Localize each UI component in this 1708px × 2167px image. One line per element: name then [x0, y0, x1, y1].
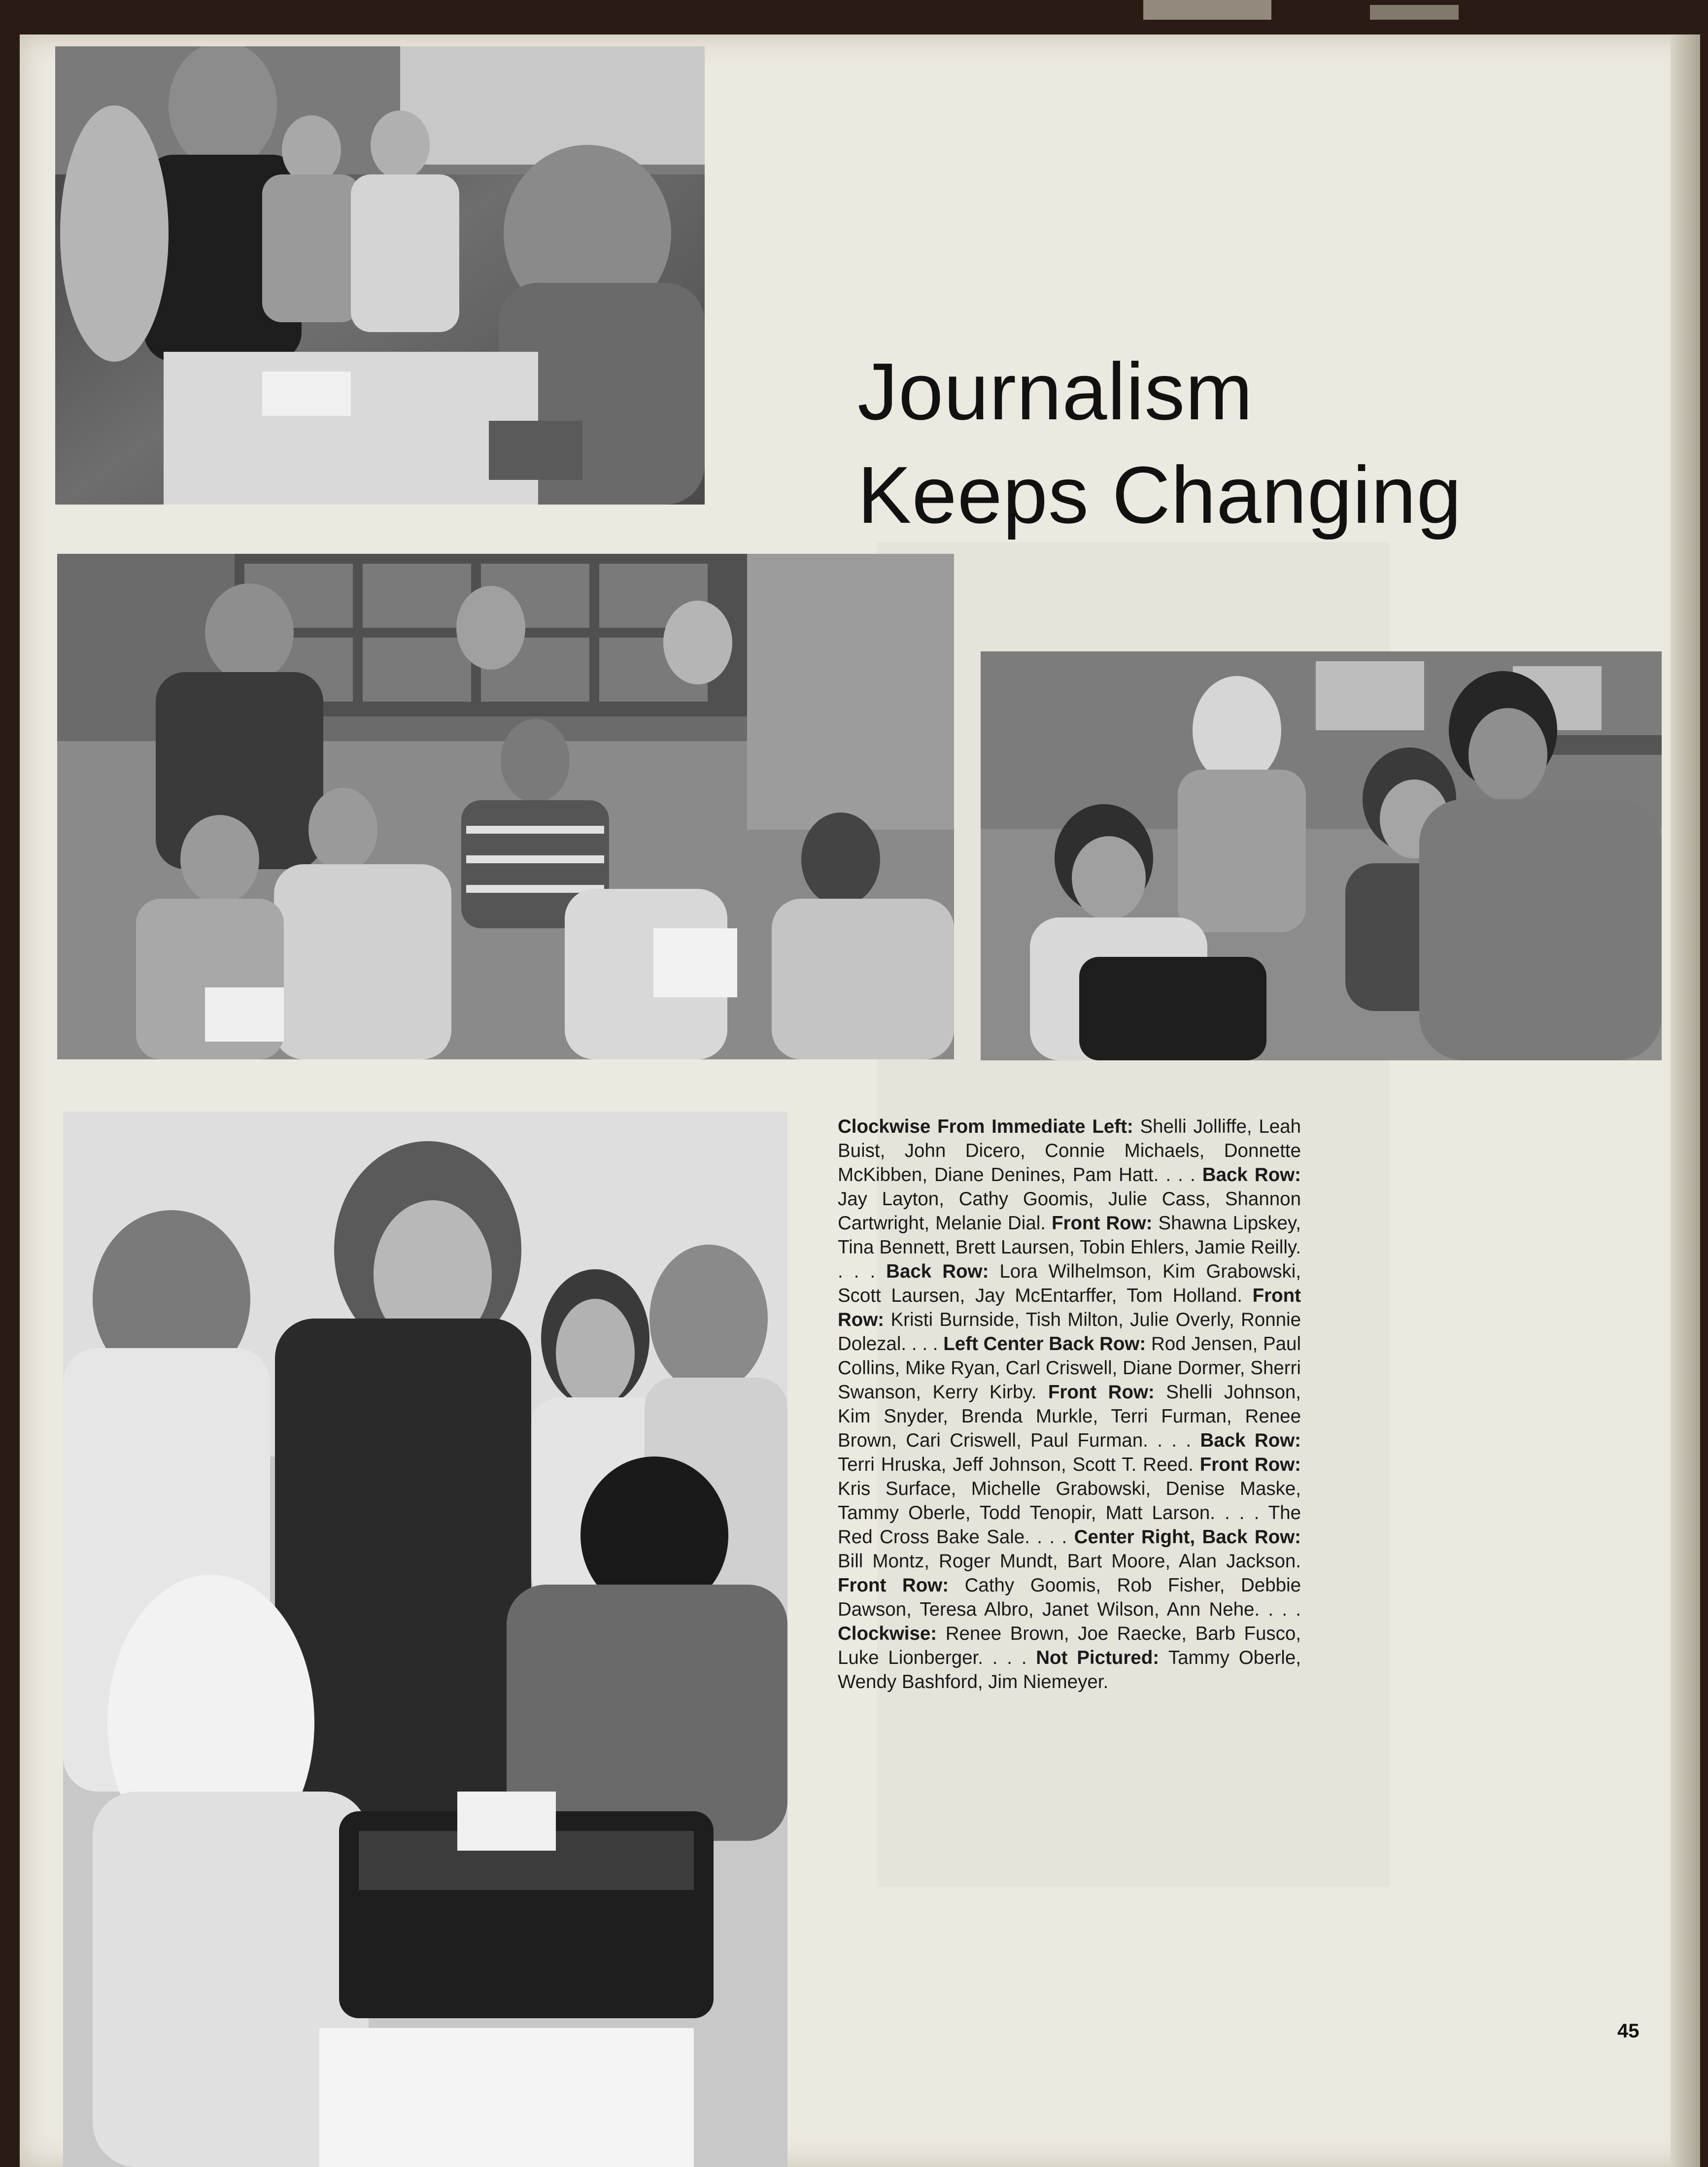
caption-heading: Front Row: [1052, 1213, 1159, 1234]
caption-heading: Back Row: [1200, 1430, 1301, 1451]
caption-heading: Center Right, Back Row: [1074, 1526, 1301, 1548]
caption-names: Shelli Jolliffe, Leah Buist, John Dicero, Connie Michaels, Donnette McKibben, Diane Denines, Pam Hatt. . . . [838, 1116, 1301, 1185]
caption-heading: Front Row: [1199, 1454, 1301, 1475]
caption-names: Shelli Johnson, Kim Snyder, Brenda Murkle, Terri Furman, Renee Brown, Cari Criswell, Paul Furman. . . . [838, 1382, 1301, 1451]
page-edge [1671, 34, 1700, 2167]
caption-heading: Clockwise From Immediate Left: [838, 1116, 1140, 1137]
photo-typewriter [63, 1112, 787, 2167]
page-headline [857, 340, 1597, 547]
caption-names: Bill Montz, Roger Mundt, Bart Moore, Alan Jackson. [838, 1551, 1301, 1572]
page-number: 45 [1617, 2020, 1640, 2042]
photo-caption [838, 1115, 1301, 1694]
caption-names: Tammy Oberle, Wendy Bashford, Jim Niemeyer. [838, 1647, 1301, 1693]
caption-heading: Front Row: [838, 1575, 965, 1596]
caption-heading: Left Center Back Row: [943, 1333, 1151, 1354]
photo-bake-sale [55, 46, 705, 505]
caption-names: Kris Surface, Michelle Grabowski, Denise Maske, Tammy Oberle, Todd Tenopir, Matt Larson. . . . The Red Cross Bake Sale. . . . [838, 1478, 1301, 1548]
caption-heading: Back Row: [1202, 1164, 1301, 1185]
headline-line-2: Keeps Changing [857, 450, 1462, 540]
photo-group-floor [57, 554, 954, 1059]
caption-names: Terri Hruska, Jeff Johnson, Scott T. Reed. [838, 1454, 1200, 1475]
caption-heading: Not Pictured: [1036, 1647, 1168, 1668]
caption-heading: Front Row: [1048, 1382, 1166, 1403]
photo-four-students [981, 651, 1662, 1060]
caption-heading: Front Row: [838, 1285, 1301, 1330]
caption-names: Cathy Goomis, Rob Fisher, Debbie Dawson, Teresa Albro, Janet Wilson, Ann Nehe. . . . [838, 1575, 1301, 1620]
caption-names: Lora Wilhelmson, Kim Grabowski, Scott Laursen, Jay McEntarffer, Tom Holland. [838, 1261, 1301, 1306]
caption-names: Rod Jensen, Paul Collins, Mike Ryan, Carl Criswell, Diane Dormer, Sherri Swanson, Kerry Kirby. [838, 1333, 1301, 1403]
caption-heading: Clockwise: [838, 1623, 946, 1644]
caption-heading: Back Row: [886, 1261, 1000, 1282]
headline-line-1: Journalism [857, 346, 1253, 437]
caption-names: Kristi Burnside, Tish Milton, Julie Overly, Ronnie Dolezal. . . . [838, 1309, 1301, 1354]
caption-names: Shawna Lipskey, Tina Bennett, Brett Laursen, Tobin Ehlers, Jamie Reilly. . . . [838, 1213, 1301, 1282]
caption-names: Jay Layton, Cathy Goomis, Julie Cass, Shannon Cartwright, Melanie Dial. [838, 1188, 1301, 1234]
caption-names: Renee Brown, Joe Raecke, Barb Fusco, Luke Lionberger. . . . [838, 1623, 1301, 1668]
